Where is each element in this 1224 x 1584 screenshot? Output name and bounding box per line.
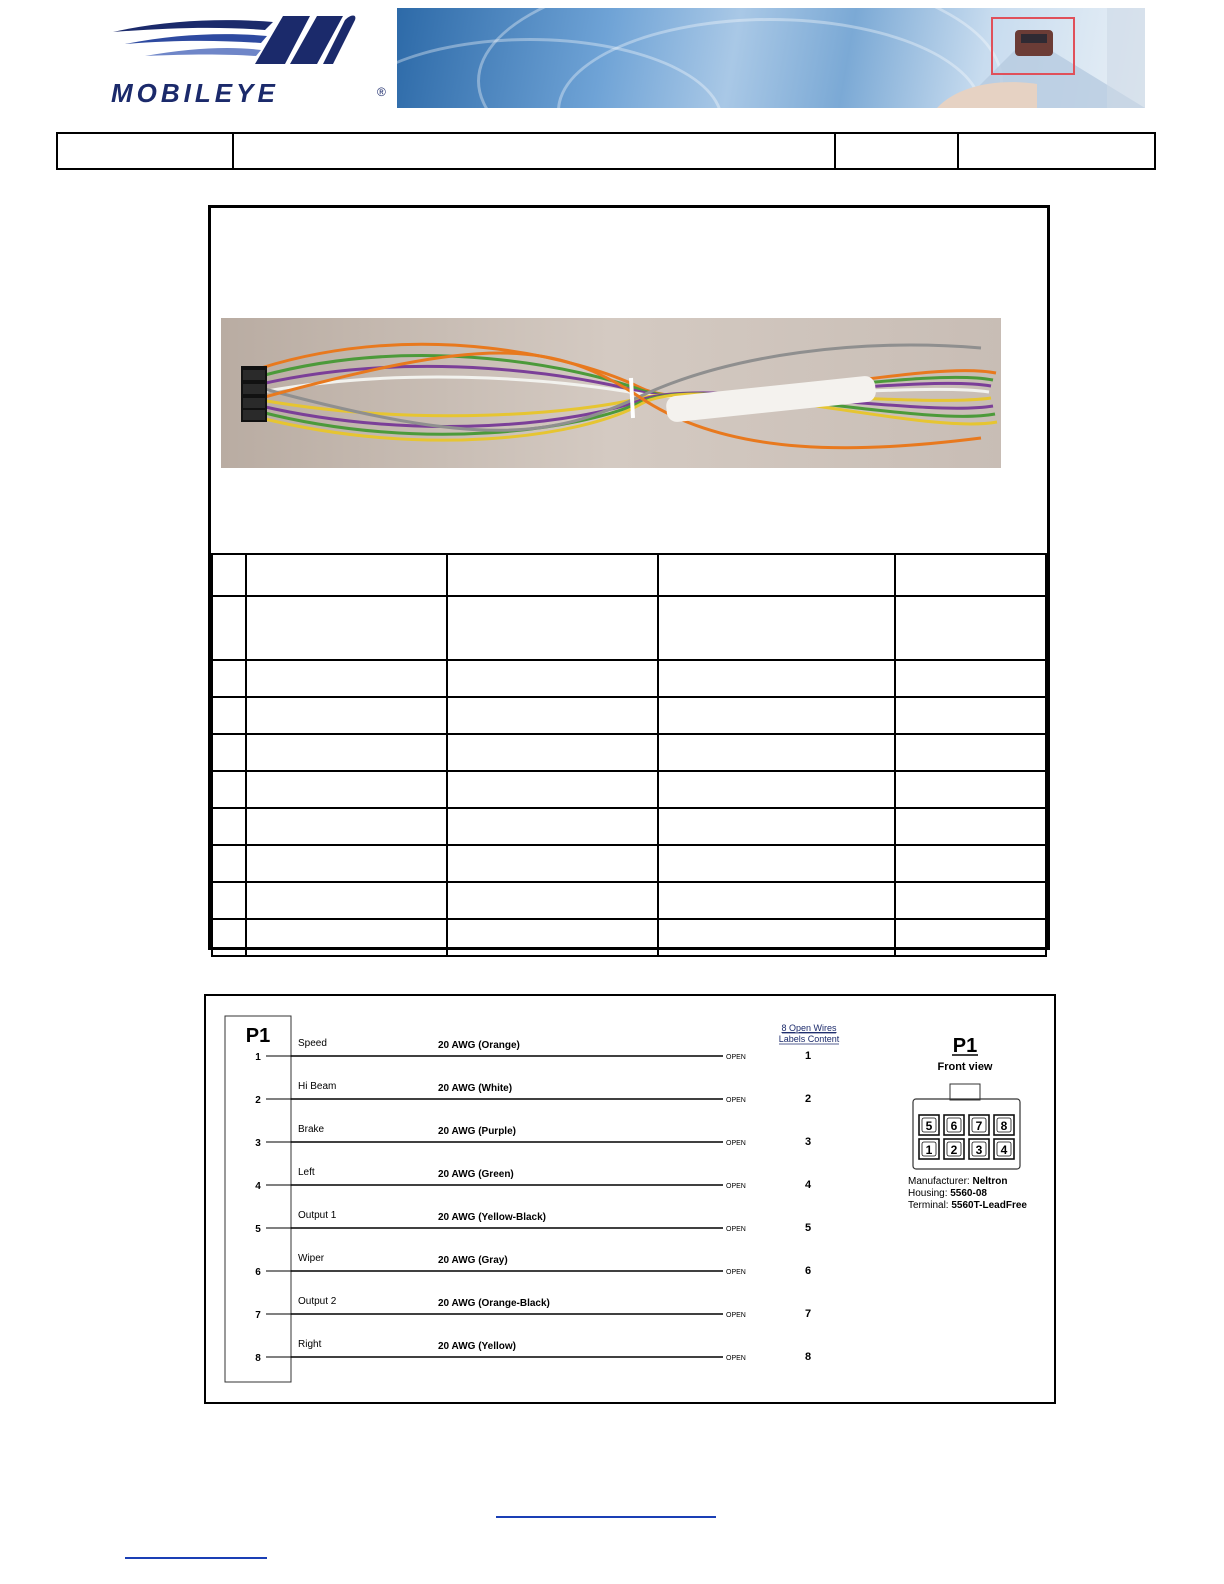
wire-spec: 20 AWG (Yellow) xyxy=(438,1341,516,1352)
p1-connector-label: P1 xyxy=(245,1025,271,1047)
table-cell xyxy=(212,697,246,734)
table-cell xyxy=(212,734,246,771)
table-cell xyxy=(212,808,246,845)
pin-cavity-number: 1 xyxy=(925,1143,933,1157)
open-end-label: OPEN xyxy=(726,1355,746,1362)
table-cell xyxy=(447,554,658,596)
p1-connector-outline xyxy=(225,1016,291,1382)
wire-label-number: 2 xyxy=(804,1093,812,1105)
wire-spec: 20 AWG (Orange) xyxy=(438,1040,520,1051)
wire-spec: 20 AWG (Orange-Black) xyxy=(438,1298,550,1309)
doc-info-cell xyxy=(958,133,1155,169)
mobileye-logo xyxy=(105,10,395,110)
table-cell xyxy=(246,734,447,771)
table-cell xyxy=(447,771,658,808)
wire-row xyxy=(255,1210,811,1235)
wire-spec: 20 AWG (Green) xyxy=(438,1169,514,1180)
wire-spec: 20 AWG (Gray) xyxy=(438,1255,508,1266)
wire-label-number: 6 xyxy=(804,1265,812,1277)
wire-spec: 20 AWG (White) xyxy=(438,1083,513,1094)
table-row xyxy=(212,660,1046,697)
open-end-label: OPEN xyxy=(726,1054,746,1061)
table-row xyxy=(212,882,1046,919)
table-cell xyxy=(246,919,447,956)
wire-label-number: 7 xyxy=(804,1308,812,1320)
table-cell xyxy=(212,596,246,660)
table-cell xyxy=(895,845,1046,882)
pin-cavity-number: 4 xyxy=(1000,1143,1008,1157)
logo-registered-mark: ® xyxy=(377,85,386,99)
wire-row xyxy=(255,1038,811,1063)
pin-number: 8 xyxy=(255,1353,261,1364)
table-cell xyxy=(895,697,1046,734)
pin-cavity-number: 6 xyxy=(950,1119,958,1133)
table-cell xyxy=(658,808,895,845)
wire-row xyxy=(255,1253,811,1278)
table-cell xyxy=(658,660,895,697)
table-cell xyxy=(447,882,658,919)
table-cell xyxy=(447,919,658,956)
pin-number: 1 xyxy=(255,1052,261,1063)
pin-cavity-number: 8 xyxy=(1000,1119,1008,1133)
open-end-label: OPEN xyxy=(726,1269,746,1276)
table-cell xyxy=(658,697,895,734)
table-cell xyxy=(895,919,1046,956)
wire-row xyxy=(255,1167,812,1192)
table-cell xyxy=(447,596,658,660)
signal-name: Wiper xyxy=(298,1253,325,1264)
table-row xyxy=(212,596,1046,660)
table-cell xyxy=(895,554,1046,596)
signal-name: Output 2 xyxy=(298,1296,337,1307)
p1-front-subtitle: Front view xyxy=(937,1061,993,1073)
table-cell xyxy=(246,554,447,596)
table-cell xyxy=(447,808,658,845)
table-cell xyxy=(895,734,1046,771)
table-cell xyxy=(212,882,246,919)
table-row xyxy=(212,919,1046,956)
signal-name: Right xyxy=(298,1339,322,1350)
wire-spec: 20 AWG (Purple) xyxy=(438,1126,516,1137)
table-cell xyxy=(212,554,246,596)
table-cell xyxy=(246,697,447,734)
table-cell xyxy=(447,845,658,882)
table-cell xyxy=(246,596,447,660)
wire-label-number: 3 xyxy=(804,1136,812,1148)
pin-number: 2 xyxy=(255,1095,261,1106)
wire-spec: 20 AWG (Yellow-Black) xyxy=(438,1212,546,1223)
wire-label-number: 8 xyxy=(804,1351,812,1363)
doc-info-cell xyxy=(233,133,835,169)
table-row xyxy=(212,697,1046,734)
p1-front-title: P1 xyxy=(952,1035,978,1057)
pinout-table xyxy=(211,553,1047,957)
table-cell xyxy=(212,660,246,697)
wire-label-number: 1 xyxy=(804,1050,812,1062)
table-cell xyxy=(895,771,1046,808)
open-end-label: OPEN xyxy=(726,1097,746,1104)
wire-row xyxy=(255,1339,811,1364)
table-cell xyxy=(246,845,447,882)
pin-cavity-number: 7 xyxy=(975,1119,983,1133)
table-cell xyxy=(246,771,447,808)
open-end-label: OPEN xyxy=(726,1312,746,1319)
table-row xyxy=(212,554,1046,596)
pin-cavity-number: 3 xyxy=(975,1143,983,1157)
pin-number: 5 xyxy=(255,1224,261,1235)
cable-illustration xyxy=(221,318,1001,468)
header-banner-image xyxy=(397,8,1145,108)
cable-photo xyxy=(221,318,1001,468)
table-cell xyxy=(895,596,1046,660)
logo-swoosh-1 xyxy=(113,20,273,32)
open-end-label: OPEN xyxy=(726,1226,746,1233)
wiring-diagram-box xyxy=(204,994,1056,1404)
table-cell xyxy=(447,660,658,697)
wire-row xyxy=(255,1124,811,1149)
footer-link-underline[interactable] xyxy=(125,1557,267,1559)
terminal-line: Terminal: 5560T-LeadFree xyxy=(908,1200,1027,1211)
banner-road-scene xyxy=(397,8,1145,108)
table-cell xyxy=(447,697,658,734)
table-cell xyxy=(895,808,1046,845)
table-cell xyxy=(212,845,246,882)
doc-info-cell xyxy=(835,133,958,169)
pin-number: 4 xyxy=(255,1181,261,1192)
cable-figure-box xyxy=(208,205,1050,950)
pin-number: 3 xyxy=(255,1138,261,1149)
open-end-label: OPEN xyxy=(726,1183,746,1190)
pin-cavity-number: 2 xyxy=(950,1143,958,1157)
open-end-label: OPEN xyxy=(726,1140,746,1147)
table-cell xyxy=(658,882,895,919)
pin-number: 7 xyxy=(255,1310,261,1321)
pin-number: 6 xyxy=(255,1267,261,1278)
signal-name: Brake xyxy=(298,1124,325,1135)
wire-label-number: 4 xyxy=(804,1179,812,1191)
wire-row xyxy=(255,1296,811,1321)
wire-label-number: 5 xyxy=(804,1222,812,1234)
table-cell xyxy=(658,554,895,596)
connector-front-view xyxy=(913,1084,1020,1169)
logo-swoosh-3 xyxy=(145,48,261,56)
pin-cavity-number: 5 xyxy=(925,1119,933,1133)
labels-content-heading: Labels Content xyxy=(778,1034,840,1044)
table-row xyxy=(212,808,1046,845)
manufacturer-line: Manufacturer: Neltron xyxy=(908,1176,1008,1187)
signal-name: Output 1 xyxy=(298,1210,337,1221)
footer-link-underline[interactable] xyxy=(496,1516,716,1518)
table-cell xyxy=(246,808,447,845)
wiring-diagram xyxy=(206,996,1054,1402)
table-cell xyxy=(658,845,895,882)
table-cell xyxy=(246,660,447,697)
open-wires-heading: 8 Open Wires xyxy=(781,1023,837,1033)
logo-swoosh-2 xyxy=(125,34,267,44)
logo-wordmark: MOBILEYE xyxy=(111,78,279,108)
doc-info-cell xyxy=(57,133,233,169)
signal-name: Left xyxy=(298,1167,315,1178)
table-row xyxy=(212,734,1046,771)
signal-name: Hi Beam xyxy=(298,1081,337,1092)
signal-name: Speed xyxy=(298,1038,327,1049)
wire-row xyxy=(255,1081,811,1106)
table-cell xyxy=(895,660,1046,697)
table-row xyxy=(212,771,1046,808)
housing-line: Housing: 5560-08 xyxy=(908,1188,987,1199)
table-cell xyxy=(212,771,246,808)
table-cell xyxy=(895,882,1046,919)
table-cell xyxy=(212,919,246,956)
table-cell xyxy=(658,734,895,771)
document-info-table xyxy=(56,132,1156,170)
table-cell xyxy=(658,771,895,808)
table-cell xyxy=(658,919,895,956)
table-cell xyxy=(447,734,658,771)
table-row xyxy=(212,845,1046,882)
table-cell xyxy=(658,596,895,660)
table-cell xyxy=(246,882,447,919)
